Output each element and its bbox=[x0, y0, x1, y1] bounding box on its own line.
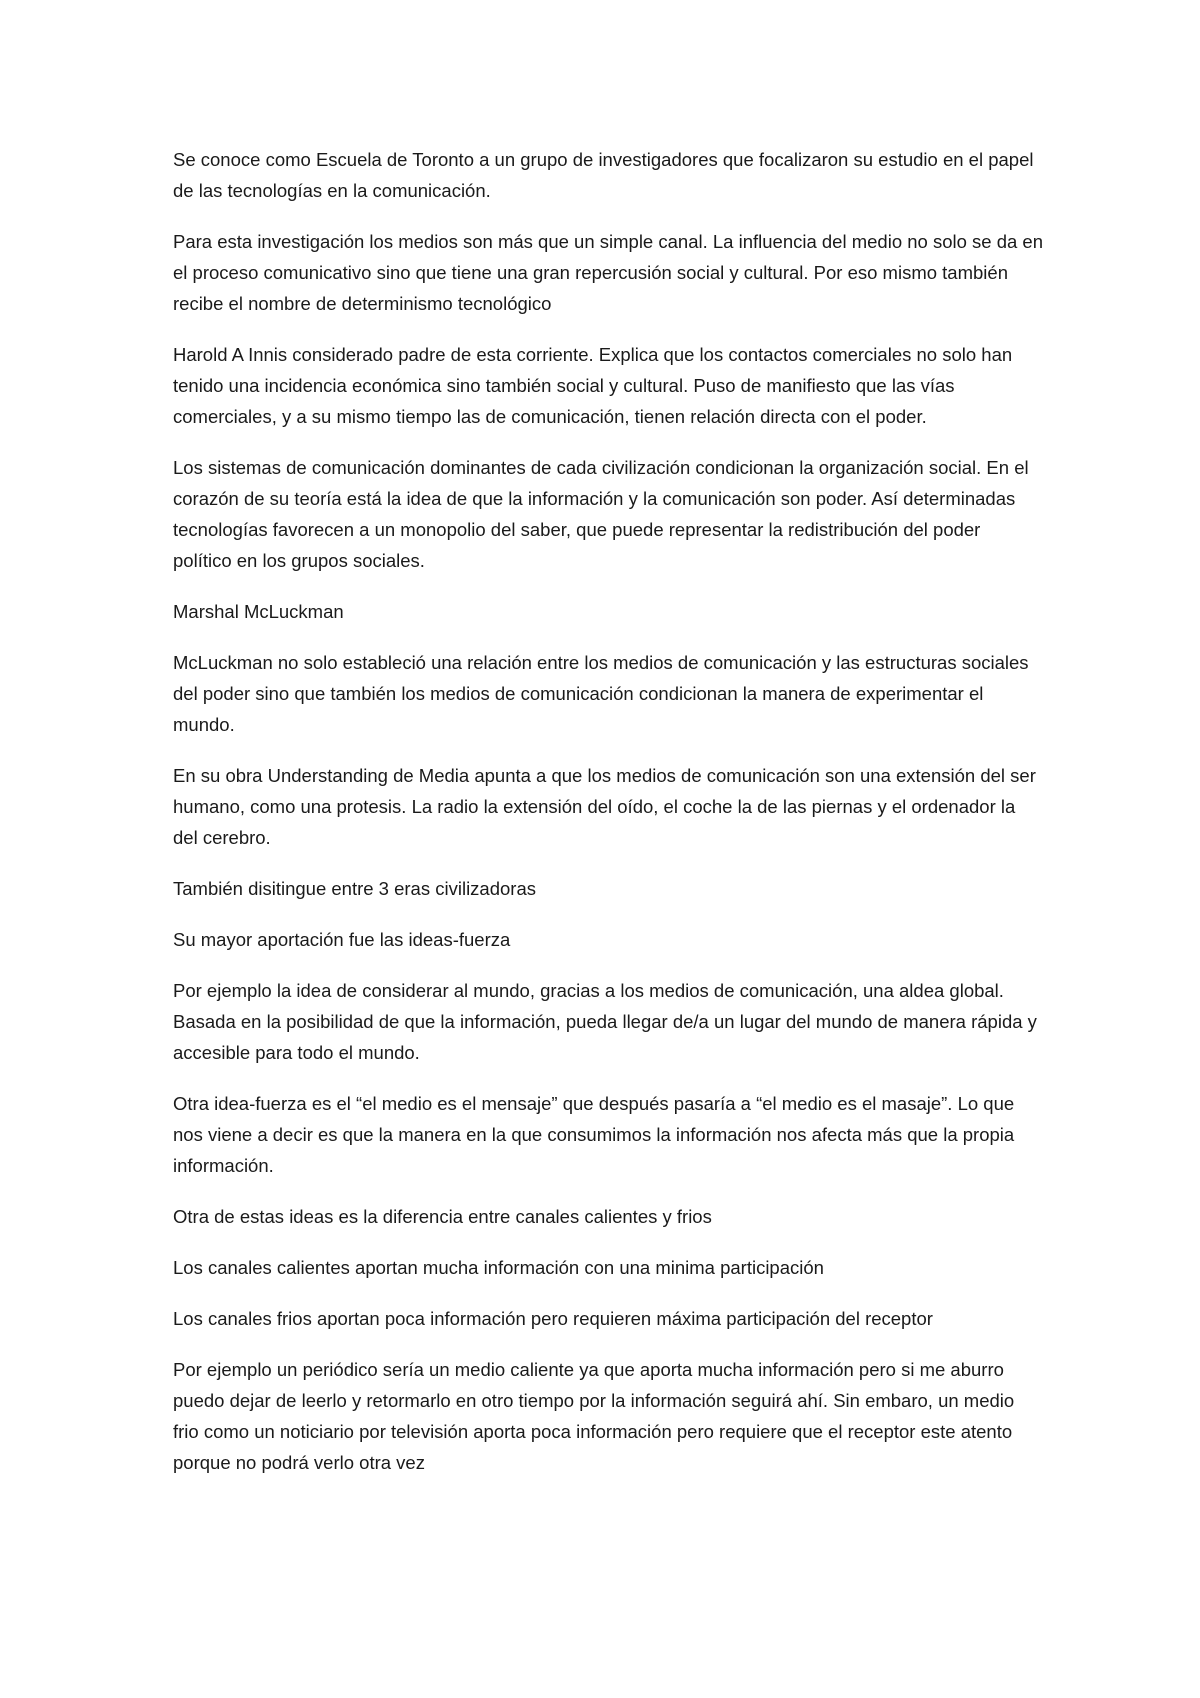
paragraph-marshal-heading: Marshal McLuckman bbox=[173, 601, 344, 622]
paragraph-aldea-global: Por ejemplo la idea de considerar al mundo, gracias a los medios de comunicación, una aldea global. Basada en la posibilidad de que la información, pueda llegar de/a un lugar del mundo de manera rápida y accesible para todo el mundo. bbox=[173, 980, 1037, 1063]
paragraph-medios-canal: Para esta investigación los medios son más que un simple canal. La influencia del medio no solo se da en el proceso comunicativo sino que tiene una gran repercusión social y cultural. Por eso mismo también recibe el nombre de determinismo tecnológico bbox=[173, 231, 1044, 314]
paragraph-medio-mensaje: Otra idea-fuerza es el “el medio es el mensaje” que después pasaría a “el medio es el masaje”. Lo que nos viene a decir es que la manera en la que consumimos la información nos afecta más que la propia información. bbox=[173, 1093, 1015, 1176]
paragraph-understanding-media: En su obra Understanding de Media apunta a que los medios de comunicación son una extensión del ser humano, como una protesis. La radio la extensión del oído, el coche la de las piernas y el ordenador la del cerebro. bbox=[173, 765, 1036, 848]
paragraph-ideas-fuerza: Su mayor aportación fue las ideas-fuerza bbox=[173, 929, 511, 950]
paragraph-sistemas-comunicacion: Los sistemas de comunicación dominantes de cada civilización condicionan la organización social. En el corazón de su teoría está la idea de que la información y la comunicación son poder. Así determinadas tecnologías favorecen a un monopolio del saber, que puede representar la redistribución del poder político en los grupos sociales. bbox=[173, 457, 1029, 571]
paragraph-escuela-toronto: Se conoce como Escuela de Toronto a un grupo de investigadores que focalizaron su estudio en el papel de las tecnologías en la comunicación. bbox=[173, 149, 1034, 201]
paragraph-canales-diferencia: Otra de estas ideas es la diferencia entre canales calientes y frios bbox=[173, 1206, 712, 1227]
paragraph-canales-calientes: Los canales calientes aportan mucha información con una minima participación bbox=[173, 1257, 824, 1278]
paragraph-canales-frios: Los canales frios aportan poca información pero requieren máxima participación del receptor bbox=[173, 1308, 933, 1329]
document-body bbox=[173, 144, 1043, 1498]
paragraph-eras-civilizadoras: También disitingue entre 3 eras civilizadoras bbox=[173, 878, 536, 899]
paragraph-ejemplo-periodico: Por ejemplo un periódico sería un medio caliente ya que aporta mucha información pero si me aburro puedo dejar de leerlo y retormarlo en otro tiempo por la información seguirá ahí. Sin embaro, un medio frio como un noticiario por televisión aporta poca información pero requiere que el receptor este atento porque no podrá verlo otra vez bbox=[173, 1359, 1015, 1473]
paragraph-mcluckman-relacion: McLuckman no solo estableció una relación entre los medios de comunicación y las estructuras sociales del poder sino que también los medios de comunicación condicionan la manera de experimentar el mundo. bbox=[173, 652, 1029, 735]
paragraph-harold-innis: Harold A Innis considerado padre de esta corriente. Explica que los contactos comerciales no solo han tenido una incidencia económica sino también social y cultural. Puso de manifiesto que las vías comerciales, y a su mismo tiempo las de comunicación, tienen relación directa con el poder. bbox=[173, 344, 1013, 427]
